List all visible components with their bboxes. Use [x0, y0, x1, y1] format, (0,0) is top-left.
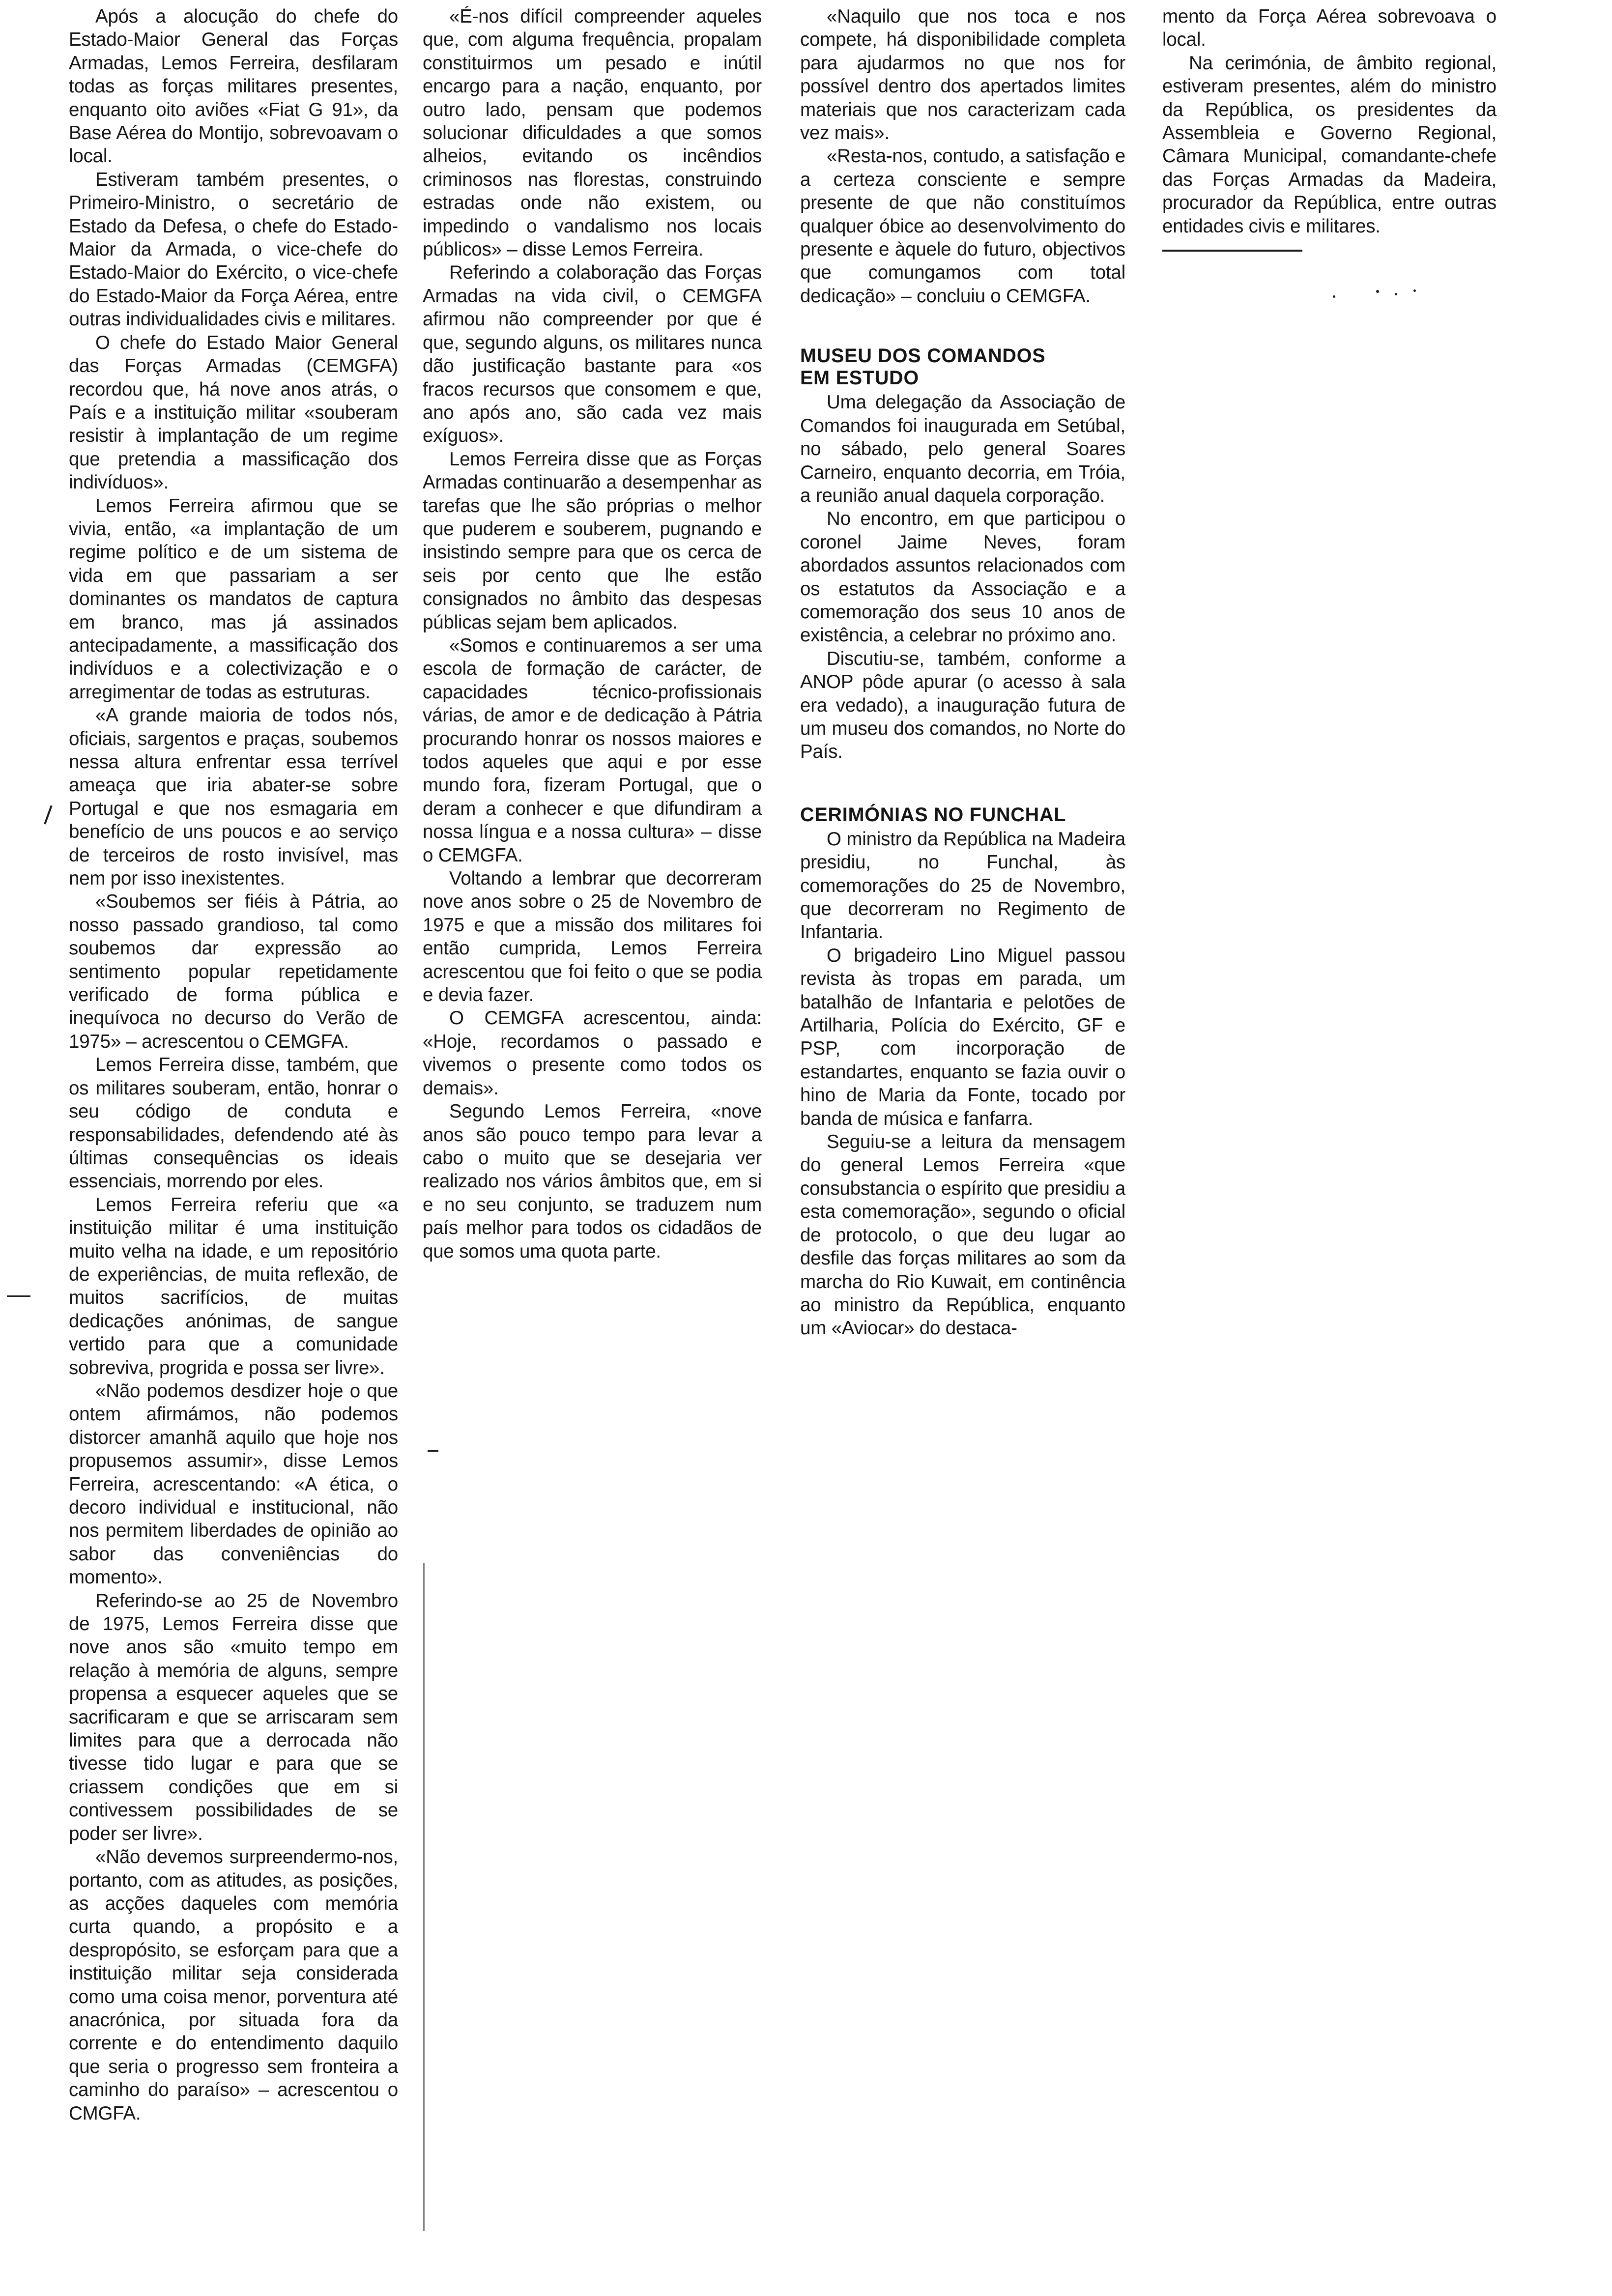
article-paragraph: «A grande maioria de todos nós, oficiais, sargentos e praças, soubemos nessa altura enfrentar essa terrível ameaça que iria abater-se sobre Portugal e que nos esmagaria em benefício de uns poucos e ao serviço de terceiros de rosto invisível, mas nem por isso inexistentes.: [69, 705, 398, 890]
article-paragraph: Seguiu-se a leitura da mensagem do general Lemos Ferreira «que consubstancia o espírito que presidiu a esta comemoração», segundo o oficial de protocolo, o que deu lugar ao desfile das forças militares ao som da marcha do Rio Kuwait, em continência ao ministro da República, enquanto um «Aviocar» do destaca-: [800, 1131, 1125, 1339]
article-paragraph: Segundo Lemos Ferreira, «nove anos são pouco tempo para levar a cabo o muito que se desejaria ver realizado nos vários âmbitos que, em si e no seu conjunto, se traduzem num país melhor para todos os cidadãos de que somos uma quota parte.: [423, 1101, 762, 1262]
section-heading-museu-line1: MUSEU DOS COMANDOS: [800, 345, 1046, 367]
article-paragraph: Lemos Ferreira disse que as Forças Armadas continuarão a desempenhar as tarefas que lhe são próprias o melhor que puderem e souberem, pugnando e insistindo sempre para que os cerca de seis por cento que lhe estão consignados no âmbito das despesas públicas sejam bem aplicados.: [423, 448, 762, 633]
article-column-3: [800, 5, 1125, 1340]
section-heading-museu-line2: EM ESTUDO: [800, 367, 920, 389]
scan-mark-dash-left: [7, 1295, 30, 1297]
article-paragraph: Referindo-se ao 25 de Novembro de 1975, Lemos Ferreira disse que nove anos são «muito tempo em relação à memória de alguns, sempre propensa a esquecer aqueles que se sacrificaram e que se arriscaram sem limites para que a derrocada não tivesse tido lugar e para que se criassem condições que em si contivessem possibilidades de se poder ser livre».: [69, 1590, 398, 1844]
article-paragraph: «Soubemos ser fiéis à Pátria, ao nosso passado grandioso, tal como soubemos dar expressão ao sentimento popular repetidamente verificado de forma pública e inequívoca no decurso do Verão de 1975» – acrescentou o CEMGFA.: [69, 891, 398, 1052]
article-paragraph: «Naquilo que nos toca e nos compete, há disponibilidade completa para ajudarmos no que nos for possível dentro dos apertados limites materiais que nos caracterizam cada vez mais».: [800, 6, 1125, 144]
section-heading-museu: [800, 345, 1125, 389]
article-paragraph: Lemos Ferreira afirmou que se vivia, então, «a implantação de um regime político e de um sistema de vida em que passariam a ser dominantes os mandatos de captura em branco, mas já assinados antecipadamente, a massificação dos indivíduos e a colectivização e o arregimentar de todas as estruturas.: [69, 495, 398, 703]
article-paragraph: O brigadeiro Lino Miguel passou revista às tropas em parada, um batalhão de Infantaria e pelotões de Artilharia, Polícia do Exército, GF e PSP, com incorporação de estandartes, enquanto se fazia ouvir o hino de Maria da Fonte, tocado por banda de música e fanfarra.: [800, 945, 1125, 1129]
article-paragraph: O ministro da República na Madeira presidiu, no Funchal, às comemorações do 25 de Novembro, que decorreram no Regimento de Infantaria.: [800, 828, 1125, 943]
article-paragraph: Lemos Ferreira referiu que «a instituição militar é uma instituição muito velha na idade, e um repositório de experiências, de muita reflexão, de muitos sacrifícios, de muitas dedicações anónimas, de sangue vertido para que a comunidade sobreviva, progrida e possa ser livre».: [69, 1194, 398, 1378]
article-paragraph: Lemos Ferreira disse, também, que os militares souberam, então, honrar o seu código de conduta e responsabilidades, defendendo até às últimas consequências os ideais essenciais, morrendo por eles.: [69, 1054, 398, 1192]
article-paragraph: Voltando a lembrar que decorreram nove anos sobre o 25 de Novembro de 1975 e que a missão dos militares foi então cumprida, Lemos Ferreira acrescentou que foi feito o que se podia e devia fazer.: [423, 868, 762, 1006]
column-4-body: [1162, 5, 1497, 238]
scan-mark-dot-2: [1376, 290, 1379, 293]
article-paragraph: «Não devemos surpreendermo-nos, portanto, com as atitudes, as posições, as acções daqueles com memória curta quando, a propósito e a despropósito, se esforçam para que a instituição militar seja considerada como uma coisa menor, porventura até anacrónica, por situada fora da corrente e do entendimento daquilo que seria o progresso sem fronteira a caminho do paraíso» – acrescentou o CMGFA.: [69, 1846, 398, 2124]
column-3-intro: [800, 5, 1125, 308]
article-paragraph: Na cerimónia, de âmbito regional, estiveram presentes, além do ministro da República, os presidentes da Assembleia e Governo Regional, Câmara Municipal, comandante-chefe das Forças Armadas da Madeira, procurador da República, entre outras entidades civis e militares.: [1162, 52, 1497, 237]
article-column-1: [69, 5, 398, 2125]
section-funchal-body: [800, 828, 1125, 1340]
scan-mark-dot-3: [1395, 293, 1397, 295]
article-end-rule: [1162, 250, 1302, 252]
article-paragraph: Após a alocução do chefe do Estado-Maior General das Forças Armadas, Lemos Ferreira, desfilaram todas as forças militares presentes, enquanto oito aviões «Fiat G 91», da Base Aérea do Montijo, sobrevoavam o local.: [69, 6, 398, 167]
article-paragraph: Referindo a colaboração das Forças Armadas na vida civil, o CEMGFA afirmou não compreender por que é que, segundo alguns, os militares nunca dão justificação bastante para «os fracos recursos que consomem e que, ano após ano, são cada vez mais exíguos».: [423, 262, 762, 447]
article-paragraph: mento da Força Aérea sobrevoava o local.: [1162, 6, 1497, 51]
article-paragraph: O chefe do Estado Maior General das Forças Armadas (CEMGFA) recordou que, há nove anos atrás, o País e a instituição militar «souberam resistir à implantação de um regime que pretendia a massificação dos indivíduos».: [69, 332, 398, 493]
scan-mark-bracket: [44, 805, 52, 825]
article-paragraph: Uma delegação da Associação de Comandos foi inaugurada em Setúbal, no sábado, pelo general Soares Carneiro, enquanto decorria, em Tróia, a reunião anual daquela corporação.: [800, 392, 1125, 506]
article-column-2: [423, 5, 762, 1263]
article-paragraph: «É-nos difícil compreender aqueles que, com alguma frequência, propalam constituirmos um pesado e inútil encargo para a nação, enquanto, por outro lado, pensam que podemos solucionar dificuldades a que somos alheios, evitando os incêndios criminosos nas florestas, construindo estradas onde não existem, ou impedindo o vandalismo nos locais públicos» – disse Lemos Ferreira.: [423, 6, 762, 260]
scan-mark-dot-1: [1333, 295, 1335, 298]
section-museu-body: [800, 391, 1125, 764]
article-paragraph: Estiveram também presentes, o Primeiro-Ministro, o secretário de Estado da Defesa, o chefe do Estado-Maior da Armada, o vice-chefe do Estado-Maior do Exército, o vice-chefe do Estado-Maior da Força Aérea, entre outras individualidades civis e militares.: [69, 169, 398, 330]
scan-mark-vertical-line: [423, 1563, 425, 2231]
article-paragraph: «Somos e continuaremos a ser uma escola de formação de carácter, de capacidades técnico-profissionais várias, de amor e de dedicação à Pátria procurando honrar os nossos maiores e todos aqueles que aqui e por esse mundo fora, fizeram Portugal, que o deram a conhecer e que difundiram a nossa língua e a nossa cultura» – disse o CEMGFA.: [423, 634, 762, 866]
article-paragraph: «Não podemos desdizer hoje o que ontem afirmámos, não podemos distorcer amanhã aquilo que hoje nos propusemos assumir», disse Lemos Ferreira, acrescentando: «A ética, o decoro individual e institucional, não nos permitem liberdades de opinião ao sabor das conveniências do momento».: [69, 1380, 398, 1588]
article-paragraph: No encontro, em que participou o coronel Jaime Neves, foram abordados assuntos relacionados com os estatutos da Associação e a comemoração dos seus 10 anos de existência, a celebrar no próximo ano.: [800, 508, 1125, 646]
scan-mark-dot-4: [1413, 289, 1416, 292]
article-column-4: [1162, 5, 1497, 252]
article-paragraph: Discutiu-se, também, conforme a ANOP pôde apurar (o acesso à sala era vedado), a inauguração futura de um museu dos comandos, no Norte do País.: [800, 648, 1125, 763]
article-paragraph: «Resta-nos, contudo, a satisfação e a certeza consciente e sempre presente de que não constituímos qualquer óbice ao desenvolvimento do presente e àquele do futuro, objectivos que comungamos com total dedicação» – concluiu o CEMGFA.: [800, 145, 1125, 307]
article-paragraph: O CEMGFA acrescentou, ainda: «Hoje, recordamos o passado e vivemos o presente como todos os demais».: [423, 1007, 762, 1099]
scan-mark-dash-mid: [428, 1450, 438, 1452]
section-heading-funchal: CERIMÓNIAS NO FUNCHAL: [800, 804, 1066, 826]
